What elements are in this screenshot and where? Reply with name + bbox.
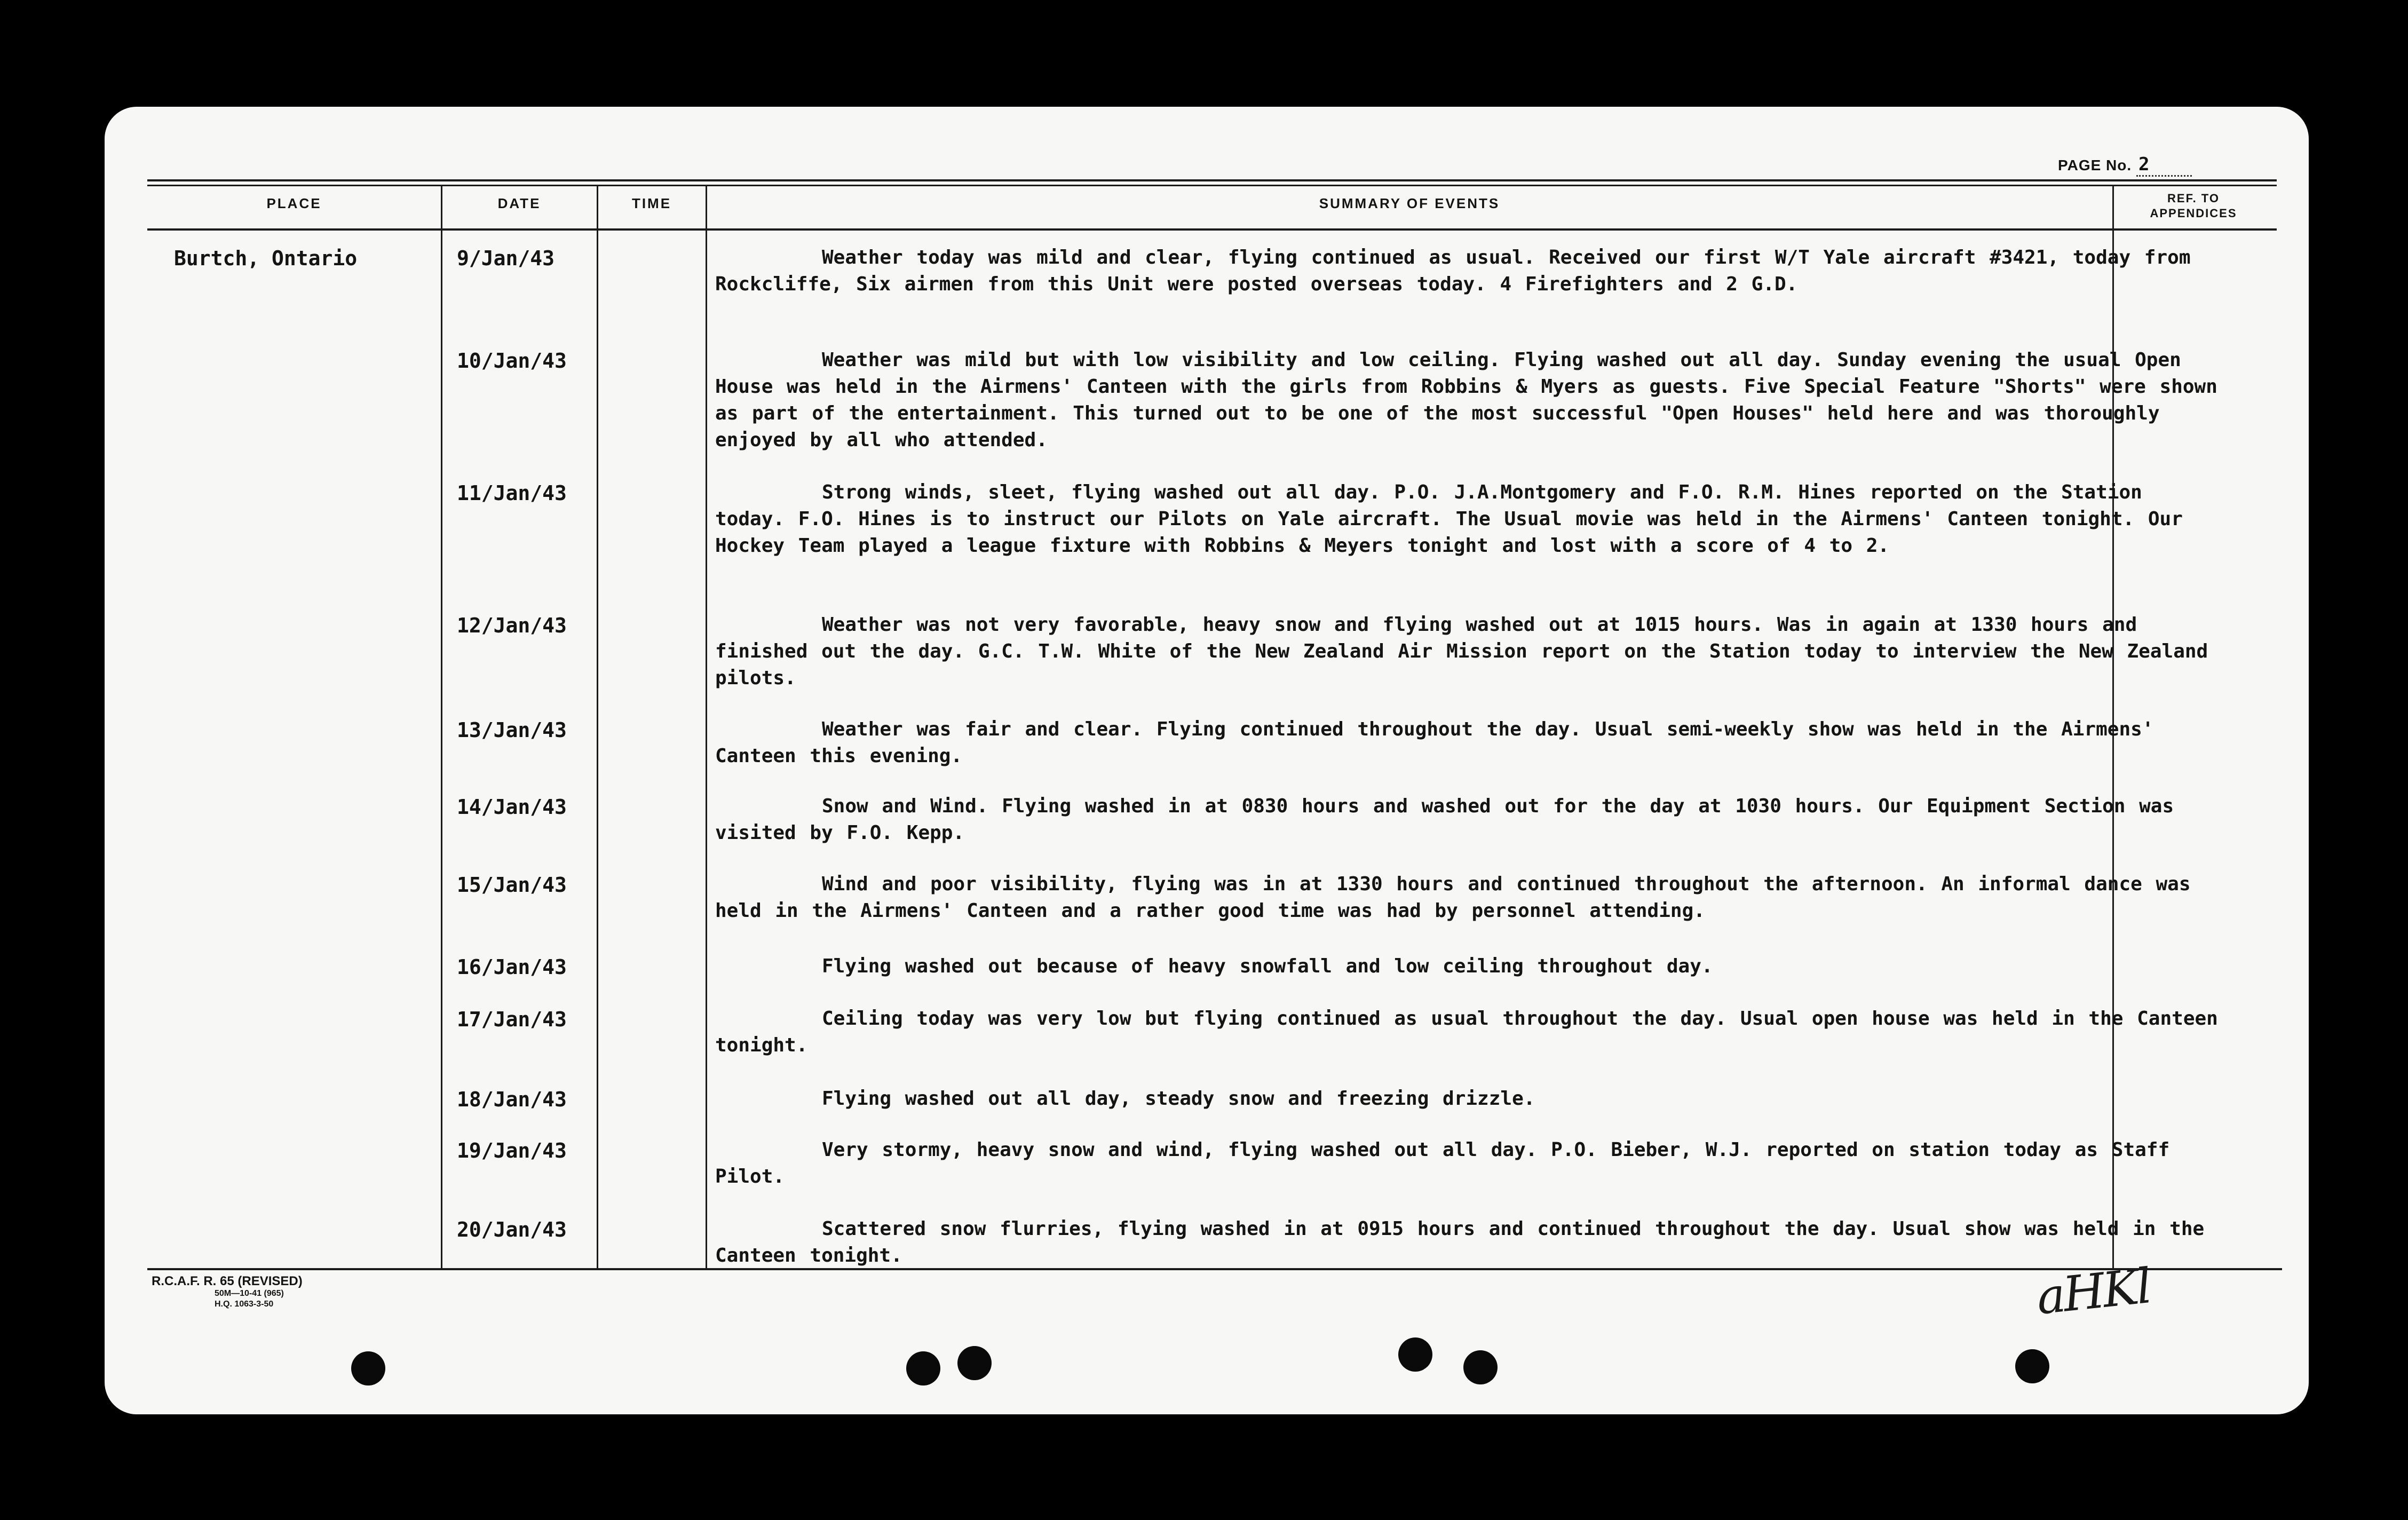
entry-summary: Weather was not very favorable, heavy snow and flying washed out at 1015 hours. Was in again at 1330 hours and finished out the day. G.C. T.W. White of the New Zealand Air Mission report on the Station today to interview the New Zealand pilots. [715,614,2208,689]
entry-date: 13/Jan/43 [457,718,567,742]
column-header-summary: SUMMARY OF EVENTS [1319,195,1500,211]
entry-summary: Weather was fair and clear. Flying continued throughout the day. Usual semi-weekly show was held in the Airmens' Canteen this evening. [715,718,2154,767]
entry-summary: Wind and poor visibility, flying was in at 1330 hours and continued throughout the afternoon. An informal dance was held in the Airmens' Canteen and a rather good time was had by personnel attending. [715,873,2191,922]
entry-date: 9/Jan/43 [457,247,555,270]
ref-header-line1: REF. TO [2167,192,2220,205]
column-header-place: PLACE [266,195,322,211]
handwritten-initials: aHKl [2034,1258,2153,1326]
time-summary-divider [706,185,707,1268]
top-rule-inner [147,185,2277,186]
page-number-label: PAGE No. [2058,157,2132,173]
binder-hole [1398,1337,1432,1372]
form-number-line2: 50M—10-41 (965) [215,1289,284,1298]
form-number [152,1274,303,1310]
entry-date: 17/Jan/43 [457,1008,567,1031]
entry-date: 11/Jan/43 [457,481,567,505]
header-rule [147,228,2277,231]
entry-summary: Snow and Wind. Flying washed in at 0830 hours and washed out for the day at 1030 hours. Our Equipment Section was visited by F.O. Kepp. [715,795,2174,844]
binder-hole [906,1351,940,1386]
column-header-ref [2113,191,2274,221]
top-rule [147,179,2277,181]
entry-date: 14/Jan/43 [457,795,567,819]
entry-summary: Very stormy, heavy snow and wind, flying washed out all day. P.O. Bieber, W.J. reported on station today as Staff Pilot. [715,1139,2170,1188]
entry-date: 19/Jan/43 [457,1139,567,1162]
binder-hole [351,1351,385,1386]
place-date-divider [441,185,442,1268]
entry-summary: Weather today was mild and clear, flying continued as usual. Received our first W/T Yale aircraft #3421, today from Rockcliffe, Six airmen from this Unit were posted overseas today. 4 Firefighters and 2 G.D. [715,247,2191,295]
entry-summary: Strong winds, sleet, flying washed out all day. P.O. J.A.Montgomery and F.O. R.M. Hines reported on the Station today. F.O. Hines is to instruct our Pilots on Yale aircraft. The Usual movie was held in the Airmens' Canteen tonight. Our Hockey Team played a league fixture with Robbins & Meyers tonight and lost with a score of 4 to 2. [715,481,2183,557]
binder-hole [957,1346,992,1380]
binder-hole [1463,1350,1498,1384]
page-number [2058,154,2192,177]
entry-summary: Flying washed out all day, steady snow and freezing drizzle. [822,1088,1535,1110]
form-number-line3: H.Q. 1063-3-50 [215,1300,274,1309]
entry-summary: Scattered snow flurries, flying washed in at 0915 hours and continued throughout the day. Usual show was held in the Canteen tonight. [715,1218,2205,1266]
entry-date: 16/Jan/43 [457,955,567,979]
entry-summary: Flying washed out because of heavy snowfall and low ceiling throughout day. [822,955,1713,977]
diary-page [105,107,2309,1414]
entry-date: 20/Jan/43 [457,1218,567,1241]
page-number-value: 2 [2136,154,2192,177]
entry-date: 10/Jan/43 [457,349,567,373]
entry-date: 15/Jan/43 [457,873,567,897]
entry-summary: Ceiling today was very low but flying continued as usual throughout the day. Usual open house was held in the Canteen tonight. [715,1008,2218,1056]
date-time-divider [597,185,598,1268]
binder-hole [2015,1349,2049,1383]
entry-summary: Weather was mild but with low visibility and low ceiling. Flying washed out all day. Sunday evening the usual Open House was held in the Airmens' Canteen with the girls from Robbins & Myers as guests. Five Special Feature "Shorts" were shown as part of the entertainment. This turned out to be one of the most successful "Open Houses" held here and was thoroughly enjoyed by all who attended. [715,349,2217,451]
entry-date: 12/Jan/43 [457,614,567,637]
place-value: Burtch, Ontario [174,247,358,270]
form-number-line1: R.C.A.F. R. 65 (REVISED) [152,1274,303,1288]
column-header-date: DATE [497,195,541,211]
ref-header-line2: APPENDICES [2150,207,2237,220]
entry-date: 18/Jan/43 [457,1088,567,1111]
column-header-time: TIME [631,195,672,211]
